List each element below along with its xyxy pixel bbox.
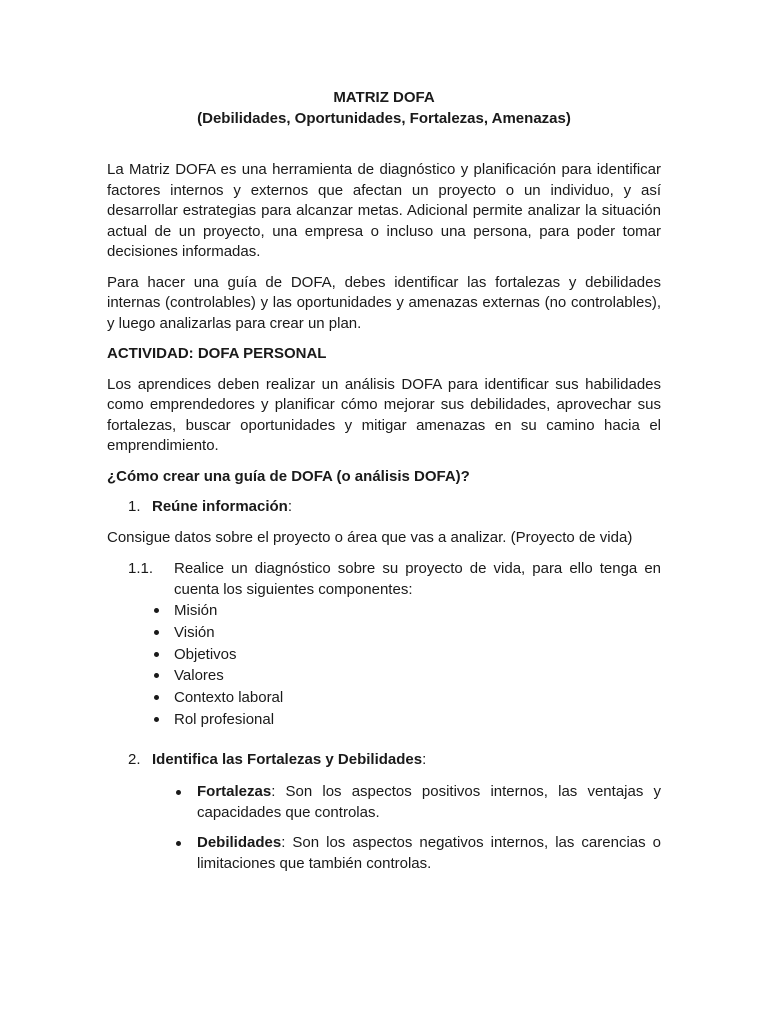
list-item: Contexto laboral: [174, 687, 661, 709]
step-1-label: Reúne información: [152, 498, 288, 515]
definition-text: : Son los aspectos negativos internos, las carencias o limitaciones que también controlas.: [197, 834, 661, 872]
step-2-label: Identifica las Fortalezas y Debilidades: [152, 750, 423, 768]
list-item: Visión: [174, 622, 661, 644]
document-title: MATRIZ DOFA: [333, 89, 435, 106]
step-2-number: 2.: [128, 750, 141, 768]
substep-text: Realice un diagnóstico sobre su proyecto de vida, para ello tenga en cuenta los siguientes componentes:: [174, 560, 661, 598]
intro-paragraph-1: La Matriz DOFA es una herramienta de diagnóstico y planificación para identificar factores internos y externos que afectan un proyecto o un individuo, y así desarrollar estrategias para alcanzar metas. Adicional permite analizar la situación actual de un proyecto, una empresa o incluso una persona, para poder tomar decisiones informadas.: [107, 161, 661, 260]
list-item: Misión: [174, 600, 661, 622]
step-1-text: [152, 497, 292, 518]
step-2: [107, 750, 661, 771]
step-1-suffix: :: [287, 498, 293, 515]
list-item: Objetivos: [174, 644, 661, 666]
substep-number: 1.1.: [128, 560, 154, 577]
list-item: Valores: [174, 665, 661, 687]
definition-term: Fortalezas: [197, 783, 272, 801]
document-page: [107, 88, 661, 874]
step-1-paragraph: Consigue datos sobre el proyecto o área que vas a analizar. (Proyecto de vida): [107, 528, 633, 546]
step-1-number: 1.: [128, 498, 141, 515]
substep-1-1: [107, 559, 661, 600]
step-2-text: [152, 750, 426, 771]
intro-paragraph-2: Para hacer una guía de DOFA, debes identificar las fortalezas y debilidades internas (controlables) y las oportunidades y amenazas externas (no controlables), y luego analizarlas para crear un plan.: [107, 273, 661, 332]
activity-paragraph: Los aprendices deben realizar un análisis DOFA para identificar sus habilidades como emprendedores y planificar cómo mejorar sus debilidades, aprovechar sus fortalezas, buscar oportunidades y mitigar amenazas en su camino hacia el emprendimiento.: [107, 375, 661, 454]
definition-debilidades: [107, 833, 661, 874]
definition-text: : Son los aspectos positivos internos, las ventajas y capacidades que controlas.: [197, 783, 661, 821]
list-item: Rol profesional: [174, 709, 661, 731]
document-subtitle: (Debilidades, Oportunidades, Fortalezas, Amenazas): [197, 109, 571, 127]
definition-fortalezas: [107, 782, 661, 823]
step-1: [107, 497, 661, 518]
components-list: [107, 600, 661, 731]
definition-term: Debilidades: [197, 834, 282, 852]
guide-heading: ¿Cómo crear una guía de DOFA (o análisis DOFA)?: [107, 467, 470, 485]
step-2-suffix: :: [422, 750, 427, 768]
activity-heading: ACTIVIDAD: DOFA PERSONAL: [107, 345, 327, 362]
